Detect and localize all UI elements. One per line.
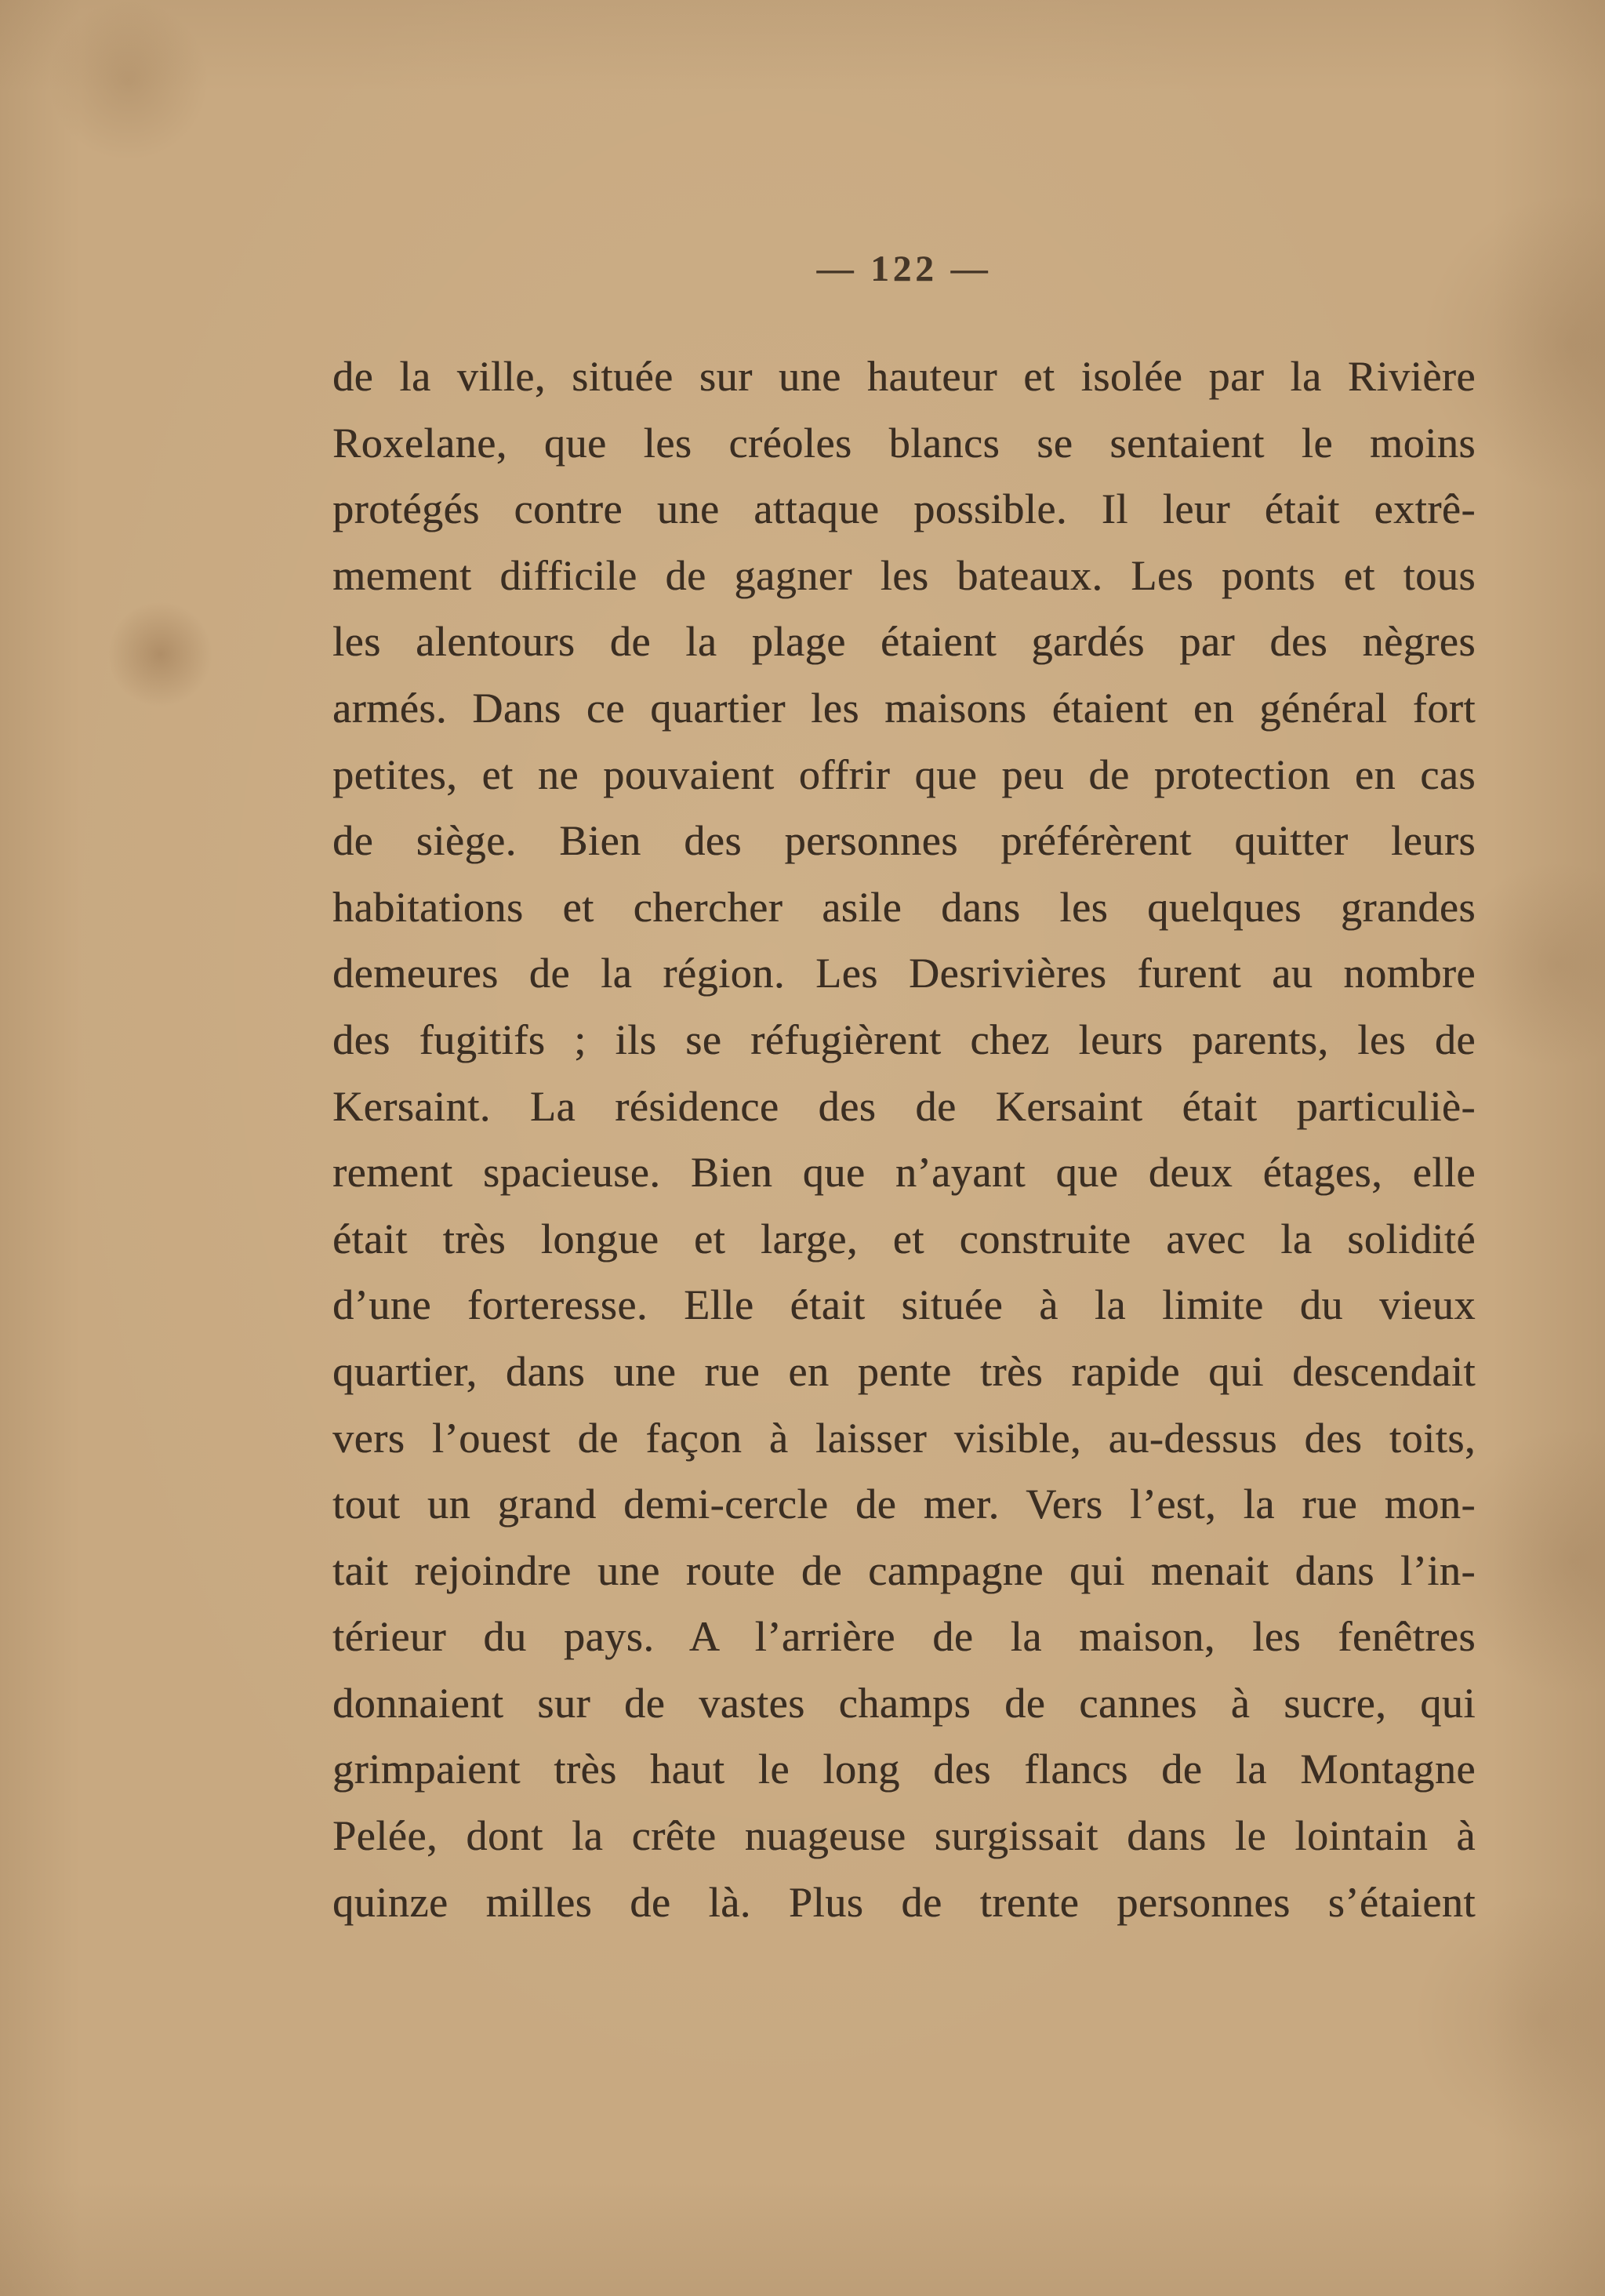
text-line: grimpaient très haut le long des flancs de la Montagne xyxy=(332,1746,1476,1793)
text-line: demeures de la région. Les Desrivières furent au nombre xyxy=(332,950,1476,997)
text-line: quinze milles de là. Plus de trente personnes s’étaient xyxy=(332,1878,1476,1926)
text-line: d’une forteresse. Elle était située à la limite du vieux xyxy=(332,1281,1476,1329)
text-line: habitations et chercher asile dans les quelques grandes xyxy=(332,883,1476,931)
text-line: petites, et ne pouvaient offrir que peu de protection en cas xyxy=(332,750,1476,798)
text-line: les alentours de la plage étaient gardés par des nègres xyxy=(332,618,1476,666)
text-line: de la ville, située sur une hauteur et isolée par la Rivière xyxy=(332,353,1476,400)
text-line: armés. Dans ce quartier les maisons étaient en général fort xyxy=(332,684,1476,732)
text-line: était très longue et large, et construite avec la solidité xyxy=(332,1215,1476,1262)
text-line: vers l’ouest de façon à laisser visible, au-dessus des toits, xyxy=(332,1414,1476,1462)
text-line: tout un grand demi-cercle de mer. Vers l’est, la rue mon- xyxy=(332,1480,1476,1528)
text-line: quartier, dans une rue en pente très rapide qui descendait xyxy=(332,1347,1476,1395)
text-line: Kersaint. La résidence des de Kersaint était particuliè- xyxy=(332,1082,1476,1130)
text-line: rement spacieuse. Bien que n’ayant que deux étages, elle xyxy=(332,1149,1476,1197)
text-line: de siège. Bien des personnes préférèrent quitter leurs xyxy=(332,817,1476,865)
page-number: — 122 — xyxy=(816,249,992,289)
text-line: des fugitifs ; ils se réfugièrent chez leurs parents, les de xyxy=(332,1015,1476,1063)
text-line: mement difficile de gagner les bateaux. Les ponts et tous xyxy=(332,551,1476,599)
text-line: térieur du pays. A l’arrière de la maison, les fenêtres xyxy=(332,1613,1476,1661)
text-block xyxy=(332,343,1476,1935)
text-line: Roxelane, que les créoles blancs se sentaient le moins xyxy=(332,419,1476,467)
text-line: donnaient sur de vastes champs de cannes à sucre, qui xyxy=(332,1679,1476,1727)
text-line: protégés contre une attaque possible. Il leur était extrê- xyxy=(332,485,1476,533)
text-line: tait rejoindre une route de campagne qui menait dans l’in- xyxy=(332,1546,1476,1594)
text-line: Pelée, dont la crête nuageuse surgissait dans le lointain à xyxy=(332,1812,1476,1860)
